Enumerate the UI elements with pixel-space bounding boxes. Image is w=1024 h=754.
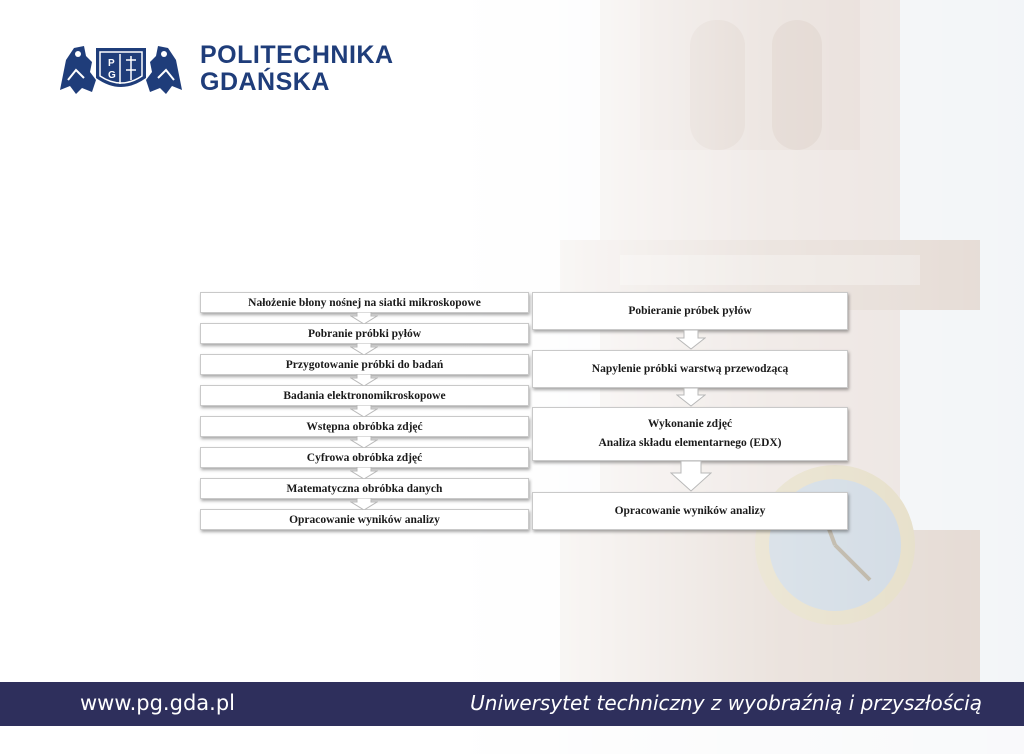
right-step-3-line1: Wykonanie zdjęć xyxy=(647,418,733,430)
left-step-6: Cyfrowa obróbka zdjęć xyxy=(200,447,529,468)
university-name-line1: POLITECHNIKA xyxy=(200,41,394,69)
right-step-1: Pobieranie próbek pyłów xyxy=(532,292,848,330)
university-name xyxy=(200,42,394,96)
svg-text:G: G xyxy=(108,70,116,81)
website-link[interactable]: www.pg.gda.pl xyxy=(80,691,235,715)
left-arrow-2 xyxy=(350,343,378,355)
right-arrow-3 xyxy=(670,461,712,492)
pg-emblem-icon xyxy=(56,40,186,98)
university-name-line2: GDAŃSKA xyxy=(200,68,330,96)
left-arrow-6 xyxy=(350,467,378,479)
left-step-2: Pobranie próbki pyłów xyxy=(200,323,529,344)
left-arrow-7 xyxy=(350,498,378,510)
university-logo[interactable] xyxy=(56,40,394,98)
left-step-8: Opracowanie wyników analizy xyxy=(200,509,529,530)
left-arrow-3 xyxy=(350,374,378,386)
right-step-2: Napylenie próbki warstwą przewodzącą xyxy=(532,350,848,388)
left-arrow-5 xyxy=(350,436,378,448)
right-step-3-line2: Analiza składu elementarnego (EDX) xyxy=(598,437,782,449)
left-step-7: Matematyczna obróbka danych xyxy=(200,478,529,499)
right-arrow-1 xyxy=(676,330,706,350)
right-step-4: Opracowanie wyników analizy xyxy=(532,492,848,530)
footer-tagline: Uniwersytet techniczny z wyobraźnią i przyszłością xyxy=(470,691,982,715)
left-step-3: Przygotowanie próbki do badań xyxy=(200,354,529,375)
left-arrow-4 xyxy=(350,405,378,417)
footer-bar xyxy=(0,682,1024,726)
svg-text:P: P xyxy=(108,58,115,69)
right-arrow-2 xyxy=(676,388,706,407)
left-step-4: Badania elektronomikroskopowe xyxy=(200,385,529,406)
right-step-3 xyxy=(532,407,848,461)
left-step-5: Wstępna obróbka zdjęć xyxy=(200,416,529,437)
left-step-1: Nałożenie błony nośnej na siatki mikroskopowe xyxy=(200,292,529,313)
left-arrow-1 xyxy=(350,312,378,324)
